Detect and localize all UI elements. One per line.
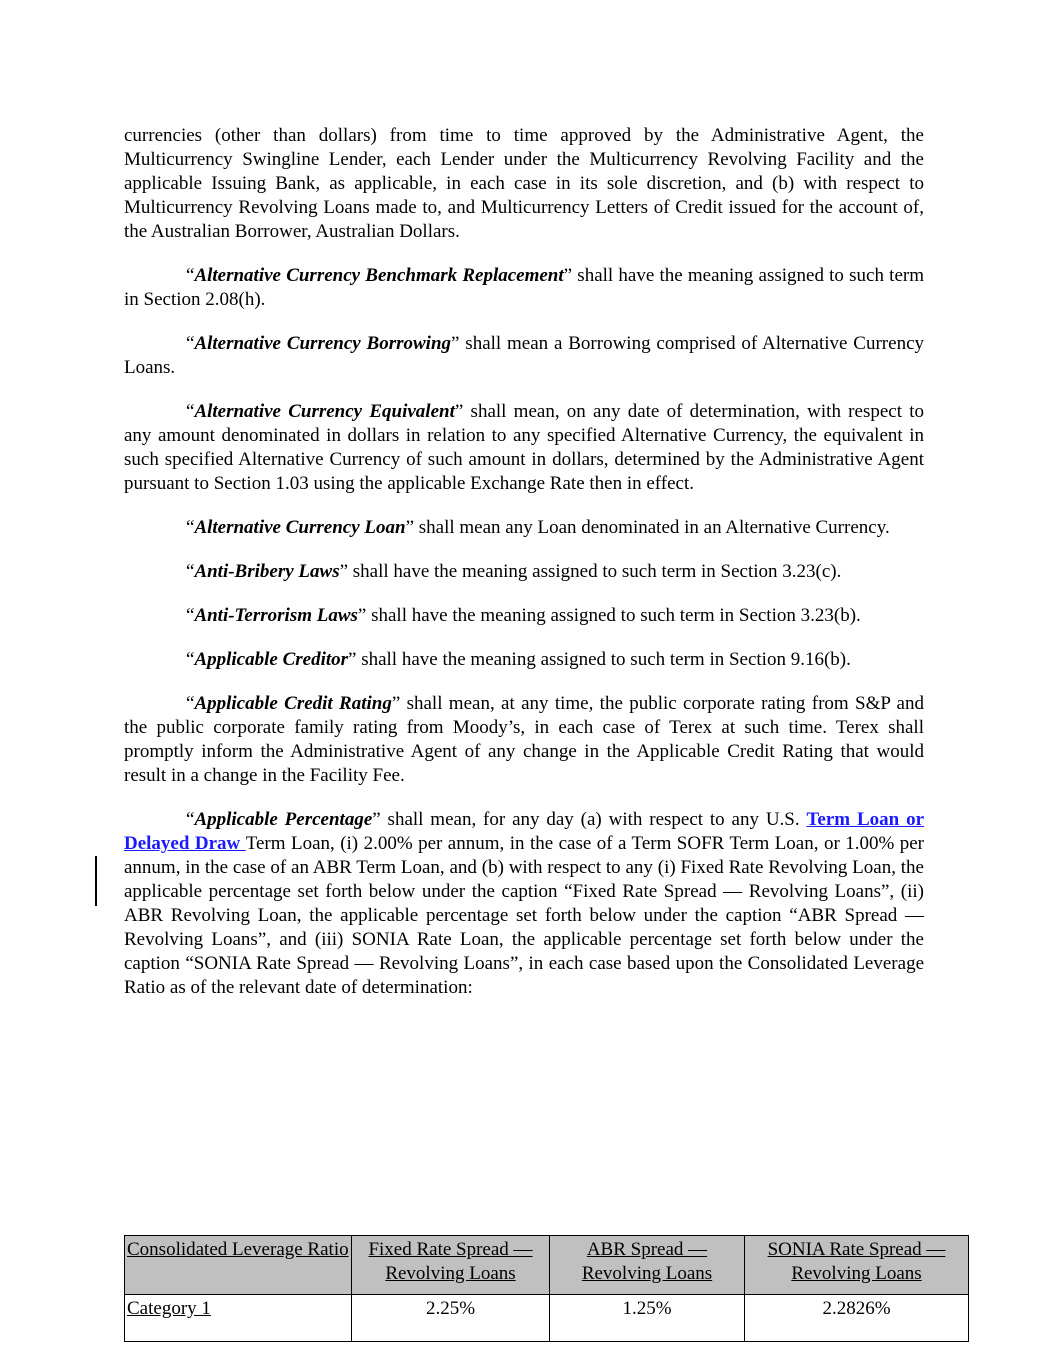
table-header-cell: SONIA Rate Spread — Revolving Loans <box>745 1236 969 1295</box>
inserted-revision-text: Term Loan or Delayed Draw <box>124 809 924 854</box>
definition-paragraph: “Alternative Currency Borrowing” shall mean a Borrowing comprised of Alternative Currency Loans. <box>124 333 924 378</box>
defined-term: Anti-Bribery Laws <box>194 561 340 582</box>
defined-term: Alternative Currency Borrowing <box>194 333 452 354</box>
applicable-percentage-paragraph: “Applicable Percentage” shall mean, for any day (a) with respect to any U.S. Term Loan or Delayed Draw Term Loan, (i) 2.00% per annum, in the case of a Term SOFR Term Loan, or 1.00% per annum, in the case of an ABR Term Loan, and (b) with respect to any (i) Fixed Rate Revolving Loan, the applicable percentage set forth below under the caption “Fixed Rate Spread — Revolving Loans”, (ii) ABR Revolving Loan, the applicable percentage set forth below under the caption “ABR Spread — Revolving Loans”, and (iii) SONIA Rate Loan, the applicable percentage set forth below under the caption “SONIA Rate Spread — Revolving Loans”, in each case based upon the Consolidated Leverage Ratio as of the relevant date of determination: <box>124 809 924 998</box>
definition-paragraph: “Anti-Terrorism Laws” shall have the meaning assigned to such term in Section 3.23(b). <box>186 605 861 626</box>
table-cell: 1.25% <box>550 1295 745 1342</box>
defined-term: Alternative Currency Equivalent <box>194 401 455 422</box>
table-row <box>125 1295 969 1342</box>
definition-text: ” shall have the meaning assigned to such term in Section 3.23(b). <box>357 605 861 626</box>
definition-paragraph: “Alternative Currency Equivalent” shall mean, on any date of determination, with respect to any amount denominated in dollars in relation to any specified Alternative Currency, the equivalent in such specified Alternative Currency of such amount in dollars, determined by the Administrative Agent pursuant to Section 1.03 using the applicable Exchange Rate then in effect. <box>124 401 925 494</box>
table-header-cell: Fixed Rate Spread — Revolving Loans <box>352 1236 550 1295</box>
definition-text: ” shall have the meaning assigned to such term in Section 9.16(b). <box>348 649 851 670</box>
table-cell: 2.25% <box>352 1295 550 1342</box>
definition-text: ” shall mean, at any time, the public corporate rating from S&P and the public corporate family rating from Moody’s, in each case of Terex at such time. Terex shall promptly inform the Administrative Agent of any change in the Applicable Credit Rating that would result in a change in the Facility Fee. <box>124 693 924 786</box>
definition-text: ” shall have the meaning assigned to such term in Section 3.23(c). <box>339 561 842 582</box>
definition-paragraph: “Applicable Credit Rating” shall mean, at any time, the public corporate rating from S&P and the public corporate family rating from Moody’s, in each case of Terex at such time. Terex shall promptly inform the Administrative Agent of any change in the Applicable Credit Rating that would result in a change in the Facility Fee. <box>124 693 924 786</box>
intro-paragraph: currencies (other than dollars) from time to time approved by the Administrative Agent, the Multicurrency Swingline Lender, each Lender under the Multicurrency Revolving Facility and the applicable Issuing Bank, as applicable, in each case in its sole discretion, and (b) with respect to Multicurrency Revolving Loans made to, and Multicurrency Letters of Credit issued for the account of, the Australian Borrower, Australian Dollars. <box>124 125 924 242</box>
defined-term: Alternative Currency Loan <box>194 517 406 538</box>
definition-text: ” shall mean any Loan denominated in an Alternative Currency. <box>405 517 890 538</box>
defined-term: Applicable Percentage <box>194 809 373 830</box>
pricing-grid-table <box>124 1235 969 1342</box>
definition-text: ” shall mean a Borrowing comprised of Alternative Currency Loans. <box>124 333 924 378</box>
document-body <box>124 124 924 1000</box>
table-cell: 2.2826% <box>745 1295 969 1342</box>
definition-text: ” shall have the meaning assigned to such term in Section 2.08(h). <box>124 265 924 310</box>
defined-term: Alternative Currency Benchmark Replacement <box>194 265 564 286</box>
definition-paragraph: “Applicable Creditor” shall have the meaning assigned to such term in Section 9.16(b). <box>186 649 851 670</box>
table-header-row <box>125 1236 969 1295</box>
table-header-cell: Consolidated Leverage Ratio <box>125 1236 352 1295</box>
definition-paragraph: “Alternative Currency Loan” shall mean any Loan denominated in an Alternative Currency. <box>186 517 890 538</box>
revision-change-bar <box>95 856 97 906</box>
definition-paragraph: “Anti-Bribery Laws” shall have the meaning assigned to such term in Section 3.23(c). <box>186 561 842 582</box>
table-header-cell: ABR Spread — Revolving Loans <box>550 1236 745 1295</box>
defined-term: Anti-Terrorism Laws <box>194 605 358 626</box>
defined-term: Applicable Credit Rating <box>194 693 392 714</box>
definition-paragraph: “Alternative Currency Benchmark Replacement” shall have the meaning assigned to such term in Section 2.08(h). <box>124 265 924 310</box>
table-cell: Category 1 <box>125 1295 352 1342</box>
definition-text: ” shall mean, on any date of determination, with respect to any amount denominated in dollars in relation to any specified Alternative Currency, the equivalent in such specified Alternative Currency of such amount in dollars, determined by the Administrative Agent pursuant to Section 1.03 using the applicable Exchange Rate then in effect. <box>124 401 925 494</box>
defined-term: Applicable Creditor <box>194 649 349 670</box>
